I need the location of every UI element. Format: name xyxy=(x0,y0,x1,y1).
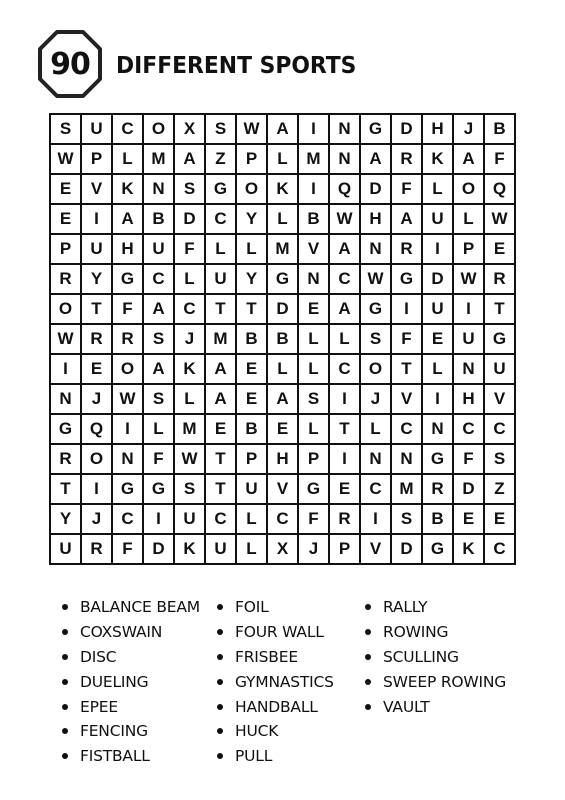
grid-cell[interactable]: G xyxy=(113,265,144,295)
grid-cell[interactable]: R xyxy=(330,505,361,535)
grid-cell[interactable]: C xyxy=(113,115,144,145)
grid-cell[interactable]: Y xyxy=(51,505,82,535)
grid-cell[interactable]: O xyxy=(454,175,485,205)
grid-cell[interactable]: A xyxy=(268,115,299,145)
grid-cell[interactable]: A xyxy=(392,205,423,235)
grid-cell[interactable]: B xyxy=(144,205,175,235)
grid-cell[interactable]: I xyxy=(299,175,330,205)
grid-cell[interactable]: U xyxy=(82,115,113,145)
word-label: GYMNASTICS xyxy=(235,672,334,691)
grid-cell[interactable]: L xyxy=(268,355,299,385)
grid-cell[interactable]: C xyxy=(206,205,237,235)
grid-cell[interactable]: A xyxy=(144,355,175,385)
grid-cell[interactable]: C xyxy=(144,265,175,295)
grid-cell[interactable]: U xyxy=(423,295,454,325)
grid-cell[interactable]: L xyxy=(144,415,175,445)
grid-cell[interactable]: R xyxy=(113,325,144,355)
grid-cell[interactable]: Q xyxy=(82,415,113,445)
grid-cell[interactable]: E xyxy=(485,505,516,535)
bullet-icon xyxy=(365,604,371,610)
grid-cell[interactable]: U xyxy=(485,355,516,385)
word-column xyxy=(62,595,217,769)
grid-cell[interactable]: S xyxy=(144,385,175,415)
bullet-icon xyxy=(217,728,223,734)
bullet-icon xyxy=(217,629,223,635)
grid-cell[interactable]: U xyxy=(237,475,268,505)
grid-cell[interactable]: D xyxy=(423,265,454,295)
grid-cell[interactable]: H xyxy=(361,205,392,235)
grid-cell[interactable]: V xyxy=(268,475,299,505)
grid-cell[interactable]: F xyxy=(392,325,423,355)
grid-cell[interactable]: G xyxy=(423,445,454,475)
grid-cell[interactable]: E xyxy=(454,505,485,535)
grid-cell[interactable]: S xyxy=(206,115,237,145)
grid-cell[interactable]: U xyxy=(82,235,113,265)
grid-cell[interactable]: I xyxy=(82,475,113,505)
grid-cell[interactable]: T xyxy=(206,475,237,505)
grid-cell[interactable]: U xyxy=(144,235,175,265)
bullet-icon xyxy=(62,704,68,710)
grid-cell[interactable]: L xyxy=(237,505,268,535)
word-label: FOIL xyxy=(235,598,269,617)
grid-cell[interactable]: Q xyxy=(485,175,516,205)
grid-cell[interactable]: W xyxy=(454,265,485,295)
grid-cell[interactable]: A xyxy=(206,355,237,385)
bullet-icon xyxy=(62,604,68,610)
grid-cell[interactable]: C xyxy=(175,295,206,325)
grid-cell[interactable]: E xyxy=(82,355,113,385)
grid-cell[interactable]: B xyxy=(237,325,268,355)
grid-cell[interactable]: D xyxy=(392,115,423,145)
word-label: SWEEP ROWING xyxy=(383,672,507,691)
grid-cell[interactable]: E xyxy=(206,415,237,445)
grid-cell[interactable]: N xyxy=(299,265,330,295)
grid-cell[interactable]: N xyxy=(113,445,144,475)
grid-cell[interactable]: A xyxy=(454,145,485,175)
puzzle-number-badge xyxy=(37,29,103,99)
grid-cell[interactable]: O xyxy=(144,115,175,145)
puzzle-title: DIFFERENT SPORTS xyxy=(116,53,357,79)
grid-cell[interactable]: O xyxy=(113,355,144,385)
bullet-icon xyxy=(217,753,223,759)
grid-cell[interactable]: C xyxy=(268,505,299,535)
grid-cell[interactable]: E xyxy=(51,205,82,235)
grid-cell[interactable]: I xyxy=(51,355,82,385)
grid-cell[interactable]: N xyxy=(361,445,392,475)
grid-cell[interactable]: G xyxy=(392,265,423,295)
grid-cell[interactable]: F xyxy=(299,505,330,535)
grid-cell[interactable]: P xyxy=(82,145,113,175)
bullet-icon xyxy=(62,654,68,660)
grid-cell[interactable]: N xyxy=(51,385,82,415)
grid-cell[interactable]: K xyxy=(423,145,454,175)
word-list-item xyxy=(62,694,217,719)
grid-cell[interactable]: D xyxy=(144,535,175,565)
word-column xyxy=(217,595,365,769)
grid-cell[interactable]: L xyxy=(237,235,268,265)
grid-cell[interactable]: S xyxy=(361,325,392,355)
grid-cell[interactable]: J xyxy=(175,325,206,355)
grid-cell[interactable]: L xyxy=(268,205,299,235)
grid-cell[interactable]: M xyxy=(299,145,330,175)
grid-cell[interactable]: E xyxy=(237,385,268,415)
grid-cell[interactable]: F xyxy=(175,235,206,265)
word-label: COXSWAIN xyxy=(80,623,163,642)
grid-cell[interactable]: T xyxy=(330,415,361,445)
grid-cell[interactable]: T xyxy=(206,295,237,325)
grid-cell[interactable]: W xyxy=(113,385,144,415)
grid-cell[interactable]: P xyxy=(454,235,485,265)
grid-cell[interactable]: T xyxy=(237,295,268,325)
word-label: VAULT xyxy=(383,697,430,716)
grid-cell[interactable]: V xyxy=(82,175,113,205)
grid-cell[interactable]: N xyxy=(361,235,392,265)
grid-cell[interactable]: C xyxy=(454,415,485,445)
grid-cell[interactable]: V xyxy=(485,385,516,415)
grid-cell[interactable]: U xyxy=(175,505,206,535)
word-list-item xyxy=(365,620,525,645)
word-label: ROWING xyxy=(383,623,449,642)
grid-cell[interactable]: M xyxy=(144,145,175,175)
grid-cell[interactable]: B xyxy=(299,205,330,235)
word-list-item xyxy=(217,645,365,670)
grid-cell[interactable]: A xyxy=(175,145,206,175)
grid-cell[interactable]: W xyxy=(51,325,82,355)
grid-cell[interactable]: C xyxy=(330,355,361,385)
word-label: RALLY xyxy=(383,598,428,617)
grid-cell[interactable]: D xyxy=(175,205,206,235)
grid-cell[interactable]: G xyxy=(144,475,175,505)
grid-cell[interactable]: M xyxy=(392,475,423,505)
word-label: PULL xyxy=(235,747,273,766)
grid-cell[interactable]: B xyxy=(268,325,299,355)
grid-cell[interactable]: U xyxy=(206,265,237,295)
grid-cell[interactable]: L xyxy=(113,145,144,175)
grid-cell[interactable]: J xyxy=(82,385,113,415)
grid-cell[interactable]: I xyxy=(423,235,454,265)
word-list-item xyxy=(217,595,365,620)
grid-cell[interactable]: J xyxy=(299,535,330,565)
grid-cell[interactable]: L xyxy=(175,265,206,295)
word-label: FOUR WALL xyxy=(235,623,324,642)
grid-cell[interactable]: N xyxy=(330,145,361,175)
grid-cell[interactable]: N xyxy=(423,415,454,445)
grid-cell[interactable]: K xyxy=(175,355,206,385)
grid-cell[interactable]: S xyxy=(175,475,206,505)
grid-cell[interactable]: W xyxy=(485,205,516,235)
grid-cell[interactable]: R xyxy=(51,265,82,295)
grid-cell[interactable]: R xyxy=(392,235,423,265)
word-label: DUELING xyxy=(80,672,149,691)
grid-cell[interactable]: R xyxy=(82,535,113,565)
grid-cell[interactable]: D xyxy=(268,295,299,325)
grid-cell[interactable]: N xyxy=(330,115,361,145)
grid-cell[interactable]: A xyxy=(144,295,175,325)
grid-cell[interactable]: V xyxy=(361,535,392,565)
grid-cell[interactable]: P xyxy=(51,235,82,265)
grid-cell[interactable]: L xyxy=(423,355,454,385)
puzzle-number: 90 xyxy=(50,46,90,82)
grid-cell[interactable]: R xyxy=(485,265,516,295)
grid-cell[interactable]: E xyxy=(268,415,299,445)
bullet-icon xyxy=(62,679,68,685)
grid-cell[interactable]: C xyxy=(485,535,516,565)
grid-cell[interactable]: A xyxy=(330,235,361,265)
grid-cell[interactable]: C xyxy=(392,415,423,445)
bullet-icon xyxy=(365,704,371,710)
grid-cell[interactable]: M xyxy=(175,415,206,445)
grid-cell[interactable]: U xyxy=(51,535,82,565)
grid-cell[interactable]: Z xyxy=(206,145,237,175)
grid-cell[interactable]: E xyxy=(423,325,454,355)
bullet-icon xyxy=(217,604,223,610)
grid-cell[interactable]: U xyxy=(454,325,485,355)
grid-cell[interactable]: L xyxy=(454,205,485,235)
word-list-item xyxy=(62,595,217,620)
word-label: FISTBALL xyxy=(80,747,150,766)
grid-cell[interactable]: A xyxy=(268,385,299,415)
grid-cell[interactable]: G xyxy=(485,325,516,355)
grid-cell[interactable]: C xyxy=(113,505,144,535)
grid-cell[interactable]: G xyxy=(113,475,144,505)
bullet-icon xyxy=(62,753,68,759)
grid-cell[interactable]: I xyxy=(299,115,330,145)
grid-cell[interactable]: S xyxy=(175,175,206,205)
grid-cell[interactable]: L xyxy=(175,385,206,415)
grid-cell[interactable]: T xyxy=(485,295,516,325)
word-list xyxy=(62,595,532,769)
word-label: EPEE xyxy=(80,697,118,716)
grid-cell[interactable]: T xyxy=(206,445,237,475)
grid-cell[interactable]: N xyxy=(392,445,423,475)
grid-cell[interactable]: E xyxy=(299,295,330,325)
grid-cell[interactable]: G xyxy=(299,475,330,505)
grid-cell[interactable]: J xyxy=(361,385,392,415)
grid-cell[interactable]: D xyxy=(361,175,392,205)
grid-cell[interactable]: F xyxy=(113,295,144,325)
grid-cell[interactable]: M xyxy=(268,235,299,265)
grid-cell[interactable]: R xyxy=(423,475,454,505)
grid-cell[interactable]: O xyxy=(237,175,268,205)
bullet-icon xyxy=(62,728,68,734)
grid-cell[interactable]: H xyxy=(423,115,454,145)
grid-cell[interactable]: C xyxy=(206,505,237,535)
grid-cell[interactable]: G xyxy=(423,535,454,565)
word-list-item xyxy=(365,669,525,694)
word-list-item xyxy=(62,744,217,769)
grid-cell[interactable]: F xyxy=(144,445,175,475)
word-list-item xyxy=(62,645,217,670)
grid-cell[interactable]: J xyxy=(454,115,485,145)
grid-cell[interactable]: G xyxy=(51,415,82,445)
grid-cell[interactable]: P xyxy=(237,445,268,475)
grid-cell[interactable]: Y xyxy=(82,265,113,295)
grid-cell[interactable]: A xyxy=(206,385,237,415)
grid-cell[interactable]: S xyxy=(392,505,423,535)
word-label: SCULLING xyxy=(383,647,459,666)
grid-cell[interactable]: U xyxy=(423,205,454,235)
grid-cell[interactable]: F xyxy=(392,175,423,205)
word-list-item xyxy=(62,620,217,645)
grid-cell[interactable]: Z xyxy=(485,475,516,505)
grid-cell[interactable]: C xyxy=(361,475,392,505)
grid-cell[interactable]: B xyxy=(423,505,454,535)
grid-cell[interactable]: W xyxy=(237,115,268,145)
grid-cell[interactable]: I xyxy=(423,385,454,415)
bullet-icon xyxy=(365,679,371,685)
word-list-item xyxy=(62,669,217,694)
grid-cell[interactable]: L xyxy=(423,175,454,205)
grid-cell[interactable]: E xyxy=(330,475,361,505)
bullet-icon xyxy=(365,654,371,660)
grid-cell[interactable]: I xyxy=(113,415,144,445)
grid-cell[interactable]: W xyxy=(330,205,361,235)
grid-cell[interactable]: C xyxy=(485,415,516,445)
grid-cell[interactable]: R xyxy=(392,145,423,175)
grid-cell[interactable]: E xyxy=(237,355,268,385)
grid-cell[interactable]: L xyxy=(206,235,237,265)
grid-cell[interactable]: I xyxy=(361,505,392,535)
grid-cell[interactable]: G xyxy=(206,175,237,205)
grid-cell[interactable]: H xyxy=(268,445,299,475)
grid-cell[interactable]: D xyxy=(454,475,485,505)
grid-cell[interactable]: M xyxy=(206,325,237,355)
grid-cell[interactable]: S xyxy=(485,445,516,475)
grid-cell[interactable]: L xyxy=(361,415,392,445)
grid-cell[interactable]: A xyxy=(361,145,392,175)
word-list-item xyxy=(365,595,525,620)
grid-cell[interactable]: P xyxy=(299,445,330,475)
grid-cell[interactable]: F xyxy=(485,145,516,175)
letter-grid xyxy=(49,113,516,565)
grid-cell[interactable]: G xyxy=(361,115,392,145)
grid-cell[interactable]: Q xyxy=(330,175,361,205)
grid-cell[interactable]: Y xyxy=(237,265,268,295)
grid-cell[interactable]: J xyxy=(82,505,113,535)
grid-cell[interactable]: K xyxy=(113,175,144,205)
grid-cell[interactable]: V xyxy=(299,235,330,265)
word-label: FENCING xyxy=(80,722,148,741)
grid-cell[interactable]: K xyxy=(268,175,299,205)
bullet-icon xyxy=(217,704,223,710)
grid-cell[interactable]: I xyxy=(330,445,361,475)
grid-cell[interactable]: L xyxy=(299,355,330,385)
word-list-item xyxy=(365,694,525,719)
bullet-icon xyxy=(62,629,68,635)
word-list-item xyxy=(217,744,365,769)
grid-cell[interactable]: B xyxy=(485,115,516,145)
grid-cell[interactable]: T xyxy=(392,355,423,385)
word-list-item xyxy=(217,719,365,744)
grid-cell[interactable]: E xyxy=(485,235,516,265)
grid-cell[interactable]: H xyxy=(113,235,144,265)
word-label: BALANCE BEAM xyxy=(80,598,200,617)
grid-cell[interactable]: I xyxy=(392,295,423,325)
word-label: DISC xyxy=(80,647,117,666)
grid-cell[interactable]: K xyxy=(175,535,206,565)
word-label: HUCK xyxy=(235,722,279,741)
word-list-item xyxy=(62,719,217,744)
grid-cell[interactable]: E xyxy=(51,175,82,205)
grid-cell[interactable]: N xyxy=(144,175,175,205)
grid-cell[interactable]: R xyxy=(51,445,82,475)
grid-cell[interactable]: D xyxy=(392,535,423,565)
word-column xyxy=(365,595,525,769)
grid-cell[interactable]: O xyxy=(82,445,113,475)
grid-cell[interactable]: O xyxy=(361,355,392,385)
grid-cell[interactable]: U xyxy=(206,535,237,565)
bullet-icon xyxy=(217,679,223,685)
grid-cell[interactable]: S xyxy=(299,385,330,415)
grid-cell[interactable]: I xyxy=(144,505,175,535)
grid-cell[interactable]: L xyxy=(237,535,268,565)
grid-cell[interactable]: L xyxy=(268,145,299,175)
grid-cell[interactable]: O xyxy=(51,295,82,325)
grid-cell[interactable]: W xyxy=(51,145,82,175)
grid-cell[interactable]: S xyxy=(144,325,175,355)
grid-cell[interactable]: A xyxy=(330,295,361,325)
grid-cell[interactable]: V xyxy=(392,385,423,415)
grid-cell[interactable]: I xyxy=(82,205,113,235)
grid-cell[interactable]: Y xyxy=(237,205,268,235)
grid-cell[interactable]: P xyxy=(330,535,361,565)
word-list-item xyxy=(365,645,525,670)
grid-cell[interactable]: X xyxy=(268,535,299,565)
grid-cell[interactable]: G xyxy=(361,295,392,325)
grid-cell[interactable]: X xyxy=(175,115,206,145)
grid-cell[interactable]: L xyxy=(299,415,330,445)
grid-cell[interactable]: I xyxy=(454,295,485,325)
grid-cell[interactable]: N xyxy=(454,355,485,385)
grid-cell[interactable]: B xyxy=(237,415,268,445)
word-list-item xyxy=(217,669,365,694)
grid-cell[interactable]: T xyxy=(82,295,113,325)
grid-cell[interactable]: L xyxy=(299,325,330,355)
word-list-item xyxy=(217,694,365,719)
grid-cell[interactable]: A xyxy=(113,205,144,235)
grid-cell[interactable]: S xyxy=(51,115,82,145)
bullet-icon xyxy=(217,654,223,660)
word-label: HANDBALL xyxy=(235,697,318,716)
word-list-item xyxy=(217,620,365,645)
grid-cell[interactable]: T xyxy=(51,475,82,505)
grid-cell[interactable]: H xyxy=(454,385,485,415)
bullet-icon xyxy=(365,629,371,635)
grid-cell[interactable]: L xyxy=(330,325,361,355)
grid-cell[interactable]: G xyxy=(268,265,299,295)
grid-cell[interactable]: F xyxy=(113,535,144,565)
grid-cell[interactable]: P xyxy=(237,145,268,175)
word-label: FRISBEE xyxy=(235,647,298,666)
grid-cell[interactable]: R xyxy=(82,325,113,355)
grid-cell[interactable]: F xyxy=(454,445,485,475)
grid-cell[interactable]: I xyxy=(330,385,361,415)
grid-cell[interactable]: C xyxy=(330,265,361,295)
grid-cell[interactable]: W xyxy=(361,265,392,295)
grid-cell[interactable]: K xyxy=(454,535,485,565)
grid-cell[interactable]: W xyxy=(175,445,206,475)
